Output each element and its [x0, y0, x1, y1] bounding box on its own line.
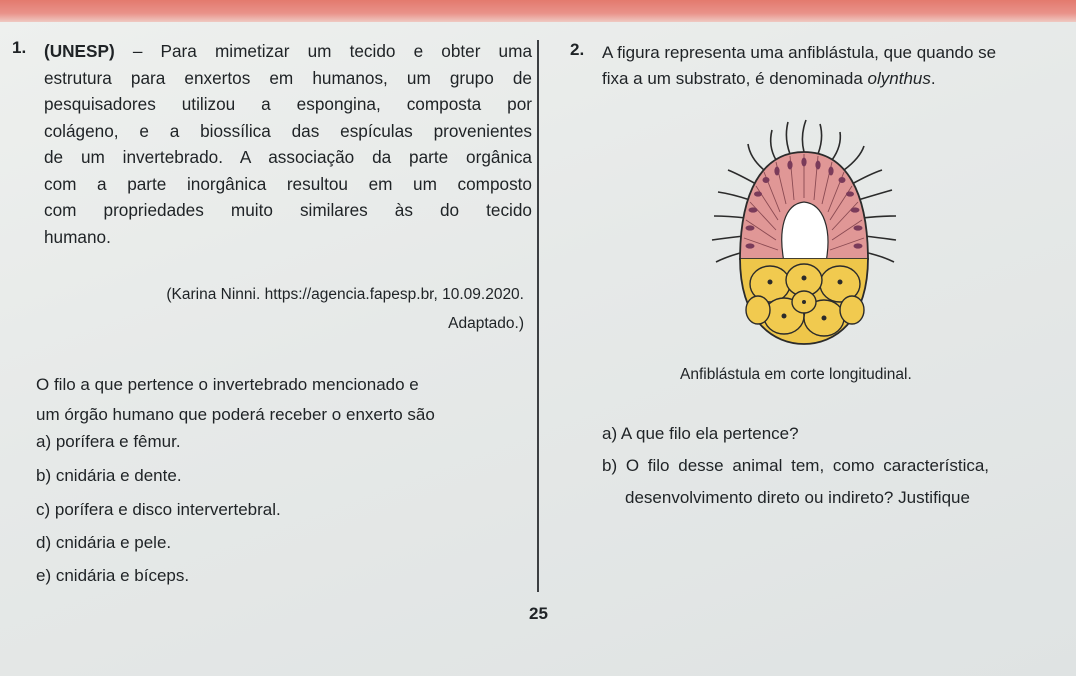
option-d: d) cnidária e pele.	[36, 533, 172, 552]
question-1-stem-line-1: O filo a que pertence o invertebrado mencionado e	[36, 375, 419, 394]
question-2-line-2	[602, 66, 1076, 92]
question-2-line-1: A figura representa uma anfiblástula, que quando se	[602, 43, 997, 62]
question-1-dash: –	[132, 41, 143, 61]
question-1-line-7: com propriedades muito similares às do tecido	[44, 200, 532, 220]
column-divider	[537, 40, 539, 592]
citation-line-1: (Karina Ninni. https://agencia.fapesp.br, 10.09.2020.	[166, 286, 524, 303]
question-1-line-5: de um invertebrado. A associação da parte orgânica	[44, 147, 532, 167]
olynthus-term: olynthus	[867, 69, 931, 88]
question-2-text	[602, 40, 1076, 92]
subquestion-b-line-2: desenvolvimento direto ou indireto? Justifique	[625, 488, 970, 507]
page-number: 25	[529, 604, 548, 623]
question-1-line-4: colágeno, e a biossílica das espículas provenientes	[44, 120, 532, 141]
figure-caption: Anfiblástula em corte longitudinal.	[680, 366, 912, 383]
top-color-band	[0, 0, 1076, 22]
option-b: b) cnidária e dente.	[36, 466, 182, 485]
question-1-line-1-text: Para mimetizar um tecido e obter uma	[160, 41, 532, 61]
question-1-text	[44, 38, 532, 250]
question-1-line-6: com a parte inorgânica resultou em um composto	[44, 173, 532, 194]
question-1-line-2: estrutura para enxertos em humanos, um grupo de	[44, 67, 532, 88]
option-c: c) porífera e disco intervertebral.	[36, 500, 281, 519]
question-2-line-2-prefix: fixa a um substrato, é denominada	[602, 69, 868, 88]
subquestion-b-line-1: b) O filo desse animal tem, como característica,	[602, 456, 990, 475]
question-1-number: 1.	[12, 38, 27, 57]
question-1-source: (UNESP)	[44, 41, 115, 61]
question-2-line-2-suffix: .	[930, 69, 936, 88]
question-2-number: 2.	[570, 40, 585, 59]
question-1-stem-line-2: um órgão humano que poderá receber o enxerto são	[36, 405, 435, 424]
subquestion-a: a) A que filo ela pertence?	[602, 424, 799, 443]
option-e: e) cnidária e bíceps.	[36, 566, 190, 585]
question-1-line-1	[44, 38, 532, 65]
question-1-line-3: pesquisadores utilizou a espongina, composta por	[44, 94, 532, 114]
citation-line-2: Adaptado.)	[448, 315, 524, 332]
option-a: a) porífera e fêmur.	[36, 432, 181, 451]
anfiblastula-figure	[700, 112, 910, 352]
question-1-line-8: humano.	[44, 226, 111, 247]
